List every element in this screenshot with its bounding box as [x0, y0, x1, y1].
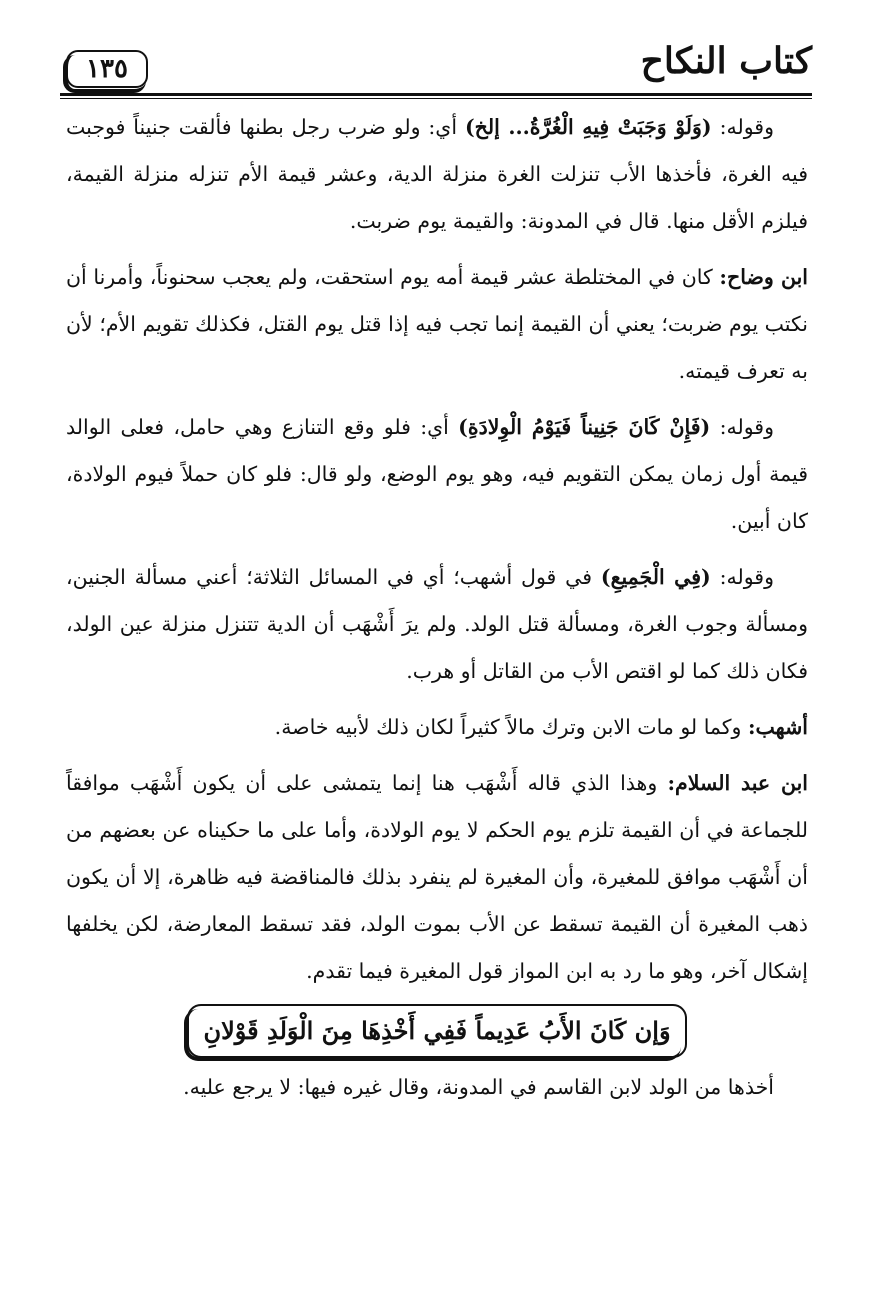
- paragraph-lead: وقوله:: [711, 115, 775, 139]
- paragraph-1: [66, 104, 808, 245]
- paragraph-text: في قول أشهب؛ أي في المسائل الثلاثة؛ أعني مسألة الجنين، ومسألة وجوب الغرة، ومسألة قتل الولد. ولم يرَ أَشْهَب أن الدية تتنزل منزلة عين الولد، فكان ذلك كما لو اقتص الأب من القاتل أو هرب.: [66, 565, 808, 683]
- paragraph-text: أي: فلو وقع التنازع وهي حامل، فعلى الوالد قيمة أول زمان يمكن التقويم فيه، وهو يوم الوضع، ولو قال: فلو كان حملاً فيوم الولادة، كان أبين.: [66, 415, 808, 533]
- section-heading-wrap: [66, 1004, 808, 1058]
- speaker-name: ابن عبد السلام:: [667, 771, 808, 795]
- page-number-box: [66, 50, 148, 88]
- paragraph-text: كان في المختلطة عشر قيمة أمه يوم استحقت، ولم يعجب سحنوناً، وأمرنا أن نكتب يوم ضربت؛ يعني أن القيمة إنما تجب فيه إذا قتل يوم القتل، فكذلك تقويم الأم؛ لأن به تعرف قيمته.: [66, 265, 808, 383]
- paragraph-3: [66, 404, 808, 545]
- paragraph-text: وكما لو مات الابن وترك مالاً كثيراً لكان ذلك لأبيه خاصة.: [274, 715, 748, 739]
- page-body: [66, 104, 808, 1120]
- paragraph-5: [66, 704, 808, 751]
- paragraph-4: [66, 554, 808, 695]
- page-header: [60, 40, 812, 96]
- paragraph-6: [66, 760, 808, 995]
- paragraph-2: [66, 254, 808, 395]
- paragraph-lead: وقوله:: [710, 565, 775, 589]
- quoted-text: (فِي الْجَمِيعِ): [600, 565, 711, 589]
- paragraph-text: وهذا الذي قاله أَشْهَب هنا إنما يتمشى على أن يكون أَشْهَب موافقاً للجماعة في أن القيمة تلزم يوم الحكم لا يوم الولادة، وأما على ما حكيناه عن بعضهم من أن أَشْهَب موافق للمغيرة، وأن المغيرة لم ينفرد بذلك فالمناقضة فيه ظاهرة، إلا أن يكون ذهب المغيرة أن القيمة تسقط عن الأب بموت الولد، فقد تسقط المعارضة، لكن يخلفها إشكال آخر، وهو ما رد به ابن المواز قول المغيرة فيما تقدم.: [66, 771, 808, 983]
- header-rule: [60, 93, 812, 96]
- paragraph-final: أخذها من الولد لابن القاسم في المدونة، وقال غيره فيها: لا يرجع عليه.: [183, 1075, 774, 1099]
- quoted-text: (وَلَوْ وَجَبَتْ فِيهِ الْغُرَّةُ... إلخ): [464, 115, 712, 139]
- section-heading: وَإن كَانَ الأَبُ عَدِيماً فَفِي أَخْذِهَا مِنَ الْوَلَدِ قَوْلانِ: [187, 1004, 686, 1058]
- book-title: كتاب النكاح: [640, 40, 812, 82]
- speaker-name: أشهب:: [747, 715, 808, 739]
- paragraph-text: أي: ولو ضرب رجل بطنها فألقت جنيناً فوجبت فيه الغرة، فأخذها الأب تنزلت الغرة منزلة الدية، وعشر قيمة الأم تنزله منزلة القيمة، فيلزم الأقل منها. قال في المدونة: والقيمة يوم ضربت.: [66, 115, 808, 233]
- speaker-name: ابن وضاح:: [719, 265, 809, 289]
- paragraph-lead: وقوله:: [710, 415, 774, 439]
- page-number: ١٣٥: [86, 54, 128, 84]
- quoted-text: (فَإِنْ كَانَ جَنِيناً فَيَوْمُ الْوِلادَةِ): [458, 415, 711, 439]
